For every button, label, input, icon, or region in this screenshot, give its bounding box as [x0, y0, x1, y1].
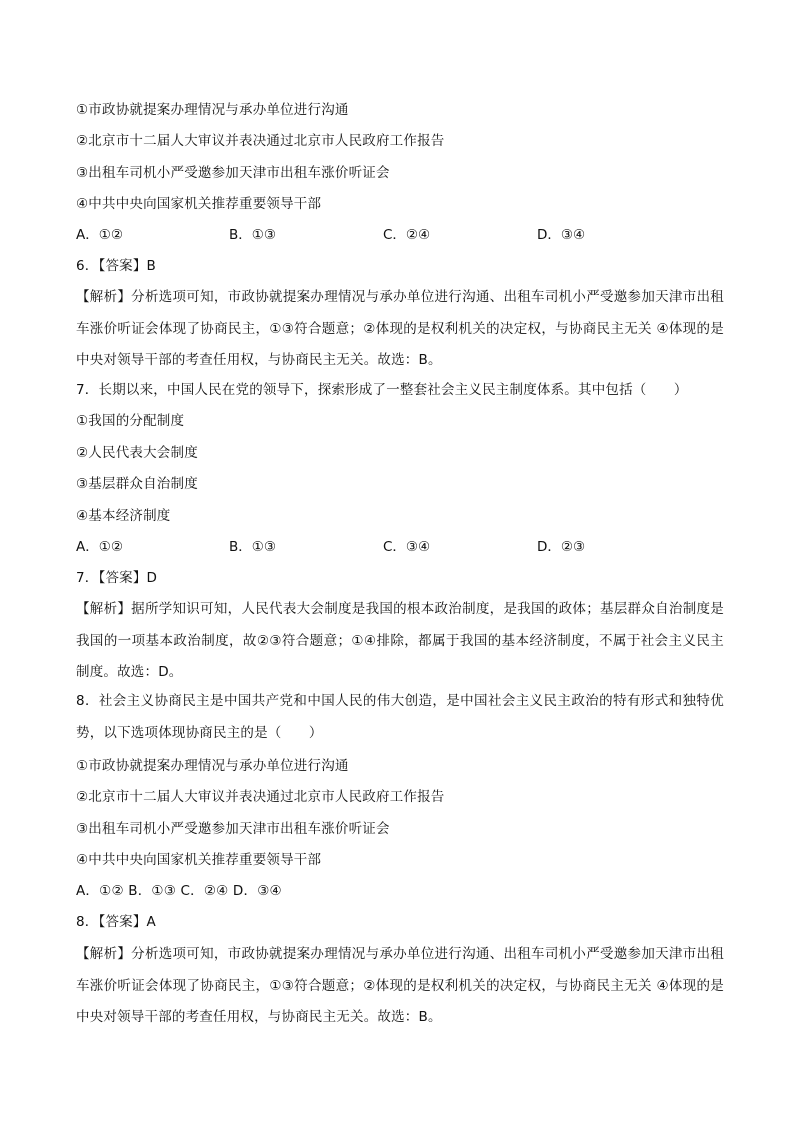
- q8-item-3: ③出租车司机小严受邀参加天津市出租车涨价听证会: [76, 821, 390, 837]
- q6-item-2: ②北京市十二届人大审议并表决通过北京市人民政府工作报告: [76, 133, 445, 149]
- q7-option-a: A．①②: [76, 539, 123, 555]
- q7-item-3: ③基层群众自治制度: [76, 476, 198, 492]
- q6-item-1: ①市政协就提案办理情况与承办单位进行沟通: [76, 102, 349, 118]
- q7-stem: 7．长期以来，中国人民在党的领导下，探索形成了一整套社会主义民主制度体系。其中包括（ ）: [76, 382, 688, 398]
- q6-item-3: ③出租车司机小严受邀参加天津市出租车涨价听证会: [76, 165, 390, 181]
- q7-option-b: B．①③: [229, 539, 276, 555]
- q6-answer: 6．【答案】B: [76, 258, 157, 274]
- q8-stem: 8．社会主义协商民主是中国共产党和中国人民的伟大创造，是中国社会主义民主政治的特有形式和独特优势，以下选项体现协商民主的是（ ）: [76, 693, 724, 741]
- q6-option-b: B．①③: [229, 227, 276, 243]
- q6-item-4: ④中共中央向国家机关推荐重要领导干部: [76, 196, 322, 212]
- q7-analysis: 【解析】据所学知识可知，人民代表大会制度是我国的根本政治制度，是我国的政体；基层群众自治制度是我国的一项基本政治制度，故②③符合题意；①④排除，都属于我国的基本经济制度，不属于社会主义民主制度。故选：D。: [76, 601, 724, 680]
- q7-item-2: ②人民代表大会制度: [76, 445, 198, 461]
- q6-analysis: 【解析】分析选项可知，市政协就提案办理情况与承办单位进行沟通、出租车司机小严受邀参加天津市出租车涨价听证会体现了协商民主，①③符合题意；②体现的是权利机关的决定权，与协商民主无关 ④体现的是中央对领导干部的考查任用权，与协商民主无关。故选：B。: [76, 289, 724, 368]
- q8-analysis: 【解析】分析选项可知，市政协就提案办理情况与承办单位进行沟通、出租车司机小严受邀参加天津市出租车涨价听证会体现了协商民主，①③符合题意；②体现的是权利机关的决定权，与协商民主无关 ④体现的是中央对领导干部的考查任用权，与协商民主无关。故选：B。: [76, 946, 724, 1025]
- q8-item-1: ①市政协就提案办理情况与承办单位进行沟通: [76, 758, 349, 774]
- q6-option-d: D．③④: [537, 227, 586, 243]
- q7-option-c: C．③④: [383, 539, 431, 555]
- q7-item-4: ④基本经济制度: [76, 508, 171, 524]
- q6-option-c: C．②④: [383, 227, 431, 243]
- q8-item-4: ④中共中央向国家机关推荐重要领导干部: [76, 852, 322, 868]
- q8-answer: 8．【答案】A: [76, 914, 156, 930]
- q7-item-1: ①我国的分配制度: [76, 413, 185, 429]
- q8-item-2: ②北京市十二届人大审议并表决通过北京市人民政府工作报告: [76, 789, 445, 805]
- q7-answer: 7．【答案】D: [76, 570, 158, 586]
- q8-options: A．①② B．①③ C．②④ D．③④: [76, 883, 282, 899]
- q7-option-d: D．②③: [537, 539, 586, 555]
- q6-option-a: A．①②: [76, 227, 123, 243]
